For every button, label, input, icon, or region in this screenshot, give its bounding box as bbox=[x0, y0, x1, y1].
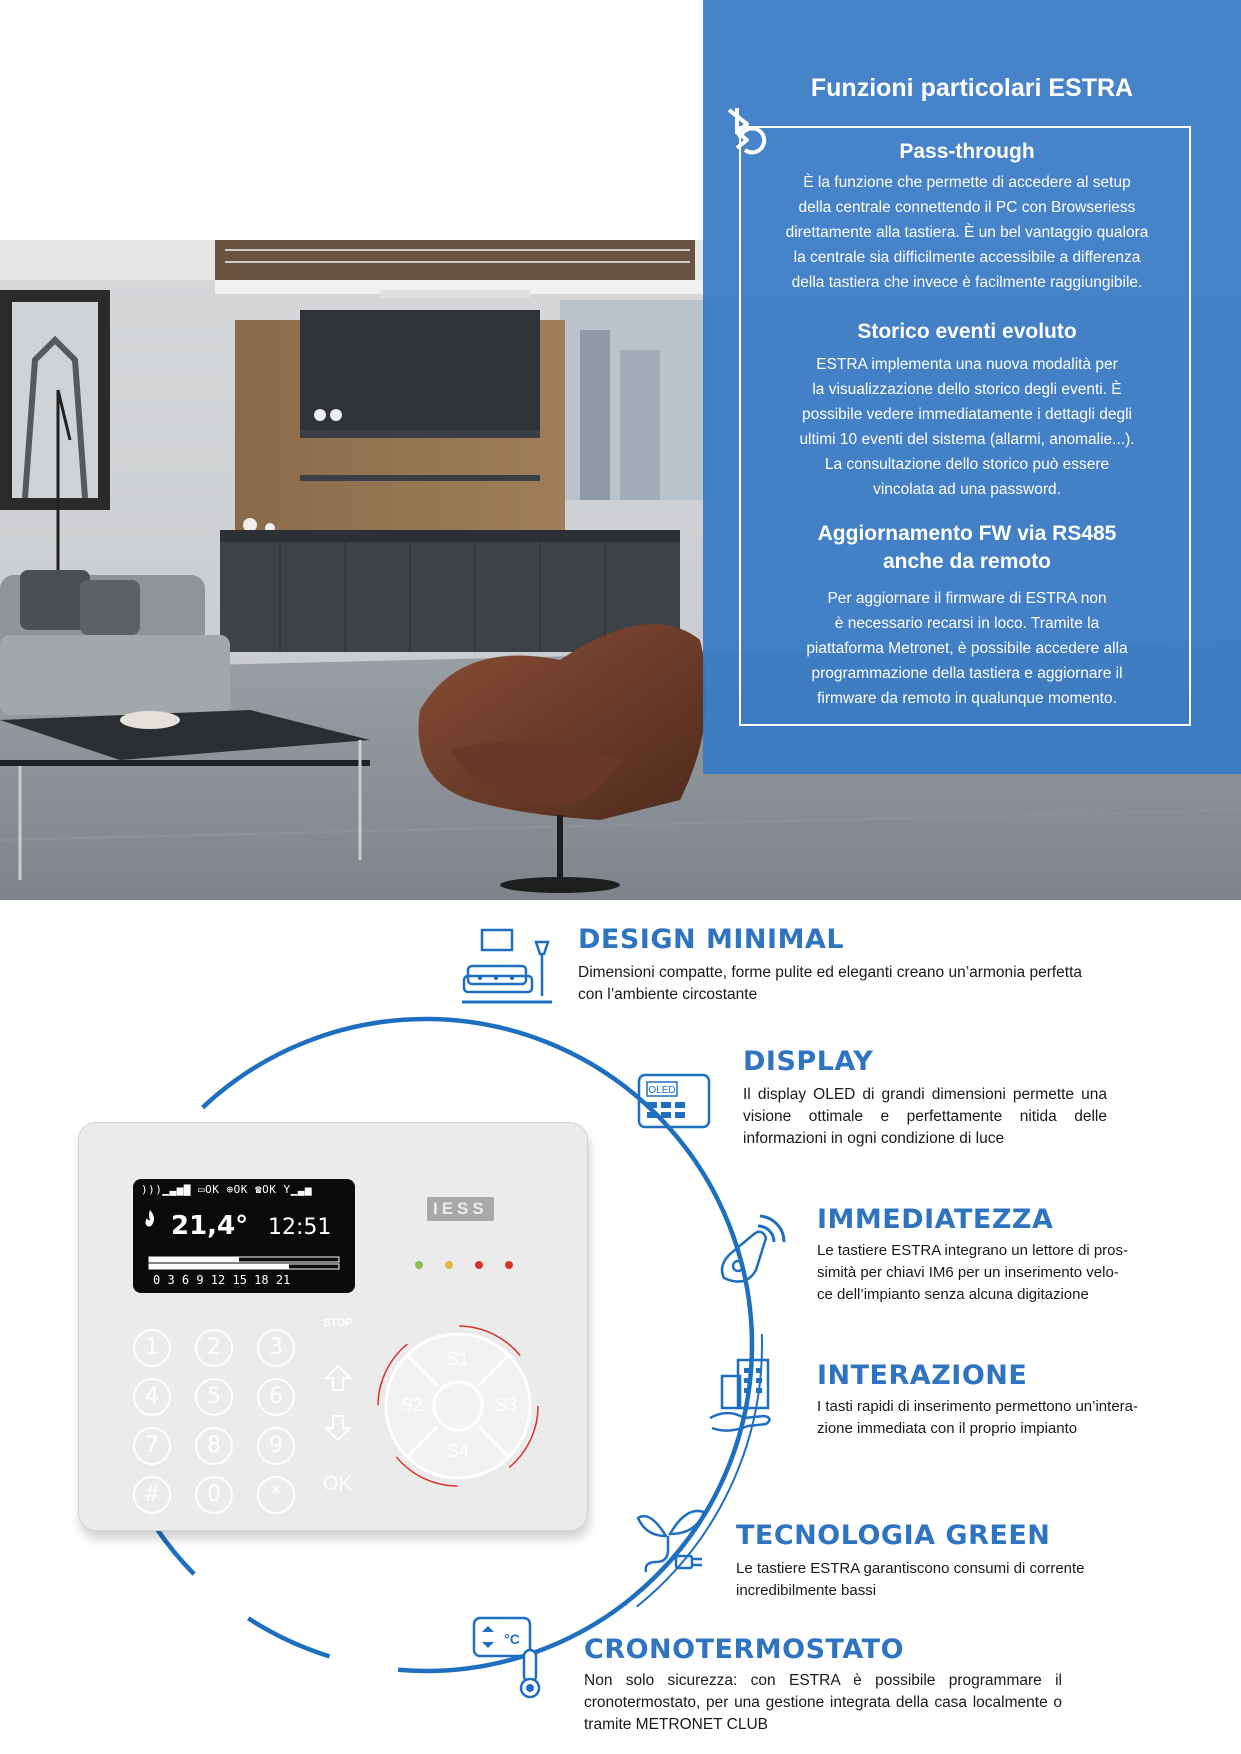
display-status-bar: )))▁▃▅▇ ▭OK ⊕OK ☎OK Y▁▃▅ bbox=[141, 1183, 312, 1196]
feature-text-design: Dimensioni compatte, forme pulite ed eleganti creano un’armonia perfetta con l’ambiente circostante bbox=[578, 964, 1083, 1003]
thermostat-icon bbox=[470, 1614, 554, 1700]
oled-icon-label: OLED bbox=[648, 1085, 676, 1096]
feature-title-immediatezza: IMMEDIATEZZA bbox=[817, 1204, 1054, 1235]
scenario-key-s3[interactable]: S3 bbox=[495, 1395, 518, 1415]
feature-text-interazione: I tasti rapidi di inserimento permettono un’intera- zione immediata con il proprio impianto bbox=[817, 1398, 1138, 1437]
flame-icon bbox=[143, 1209, 157, 1229]
plant-plug-icon bbox=[636, 1506, 712, 1576]
scenario-key-s2[interactable]: S2 bbox=[401, 1395, 424, 1415]
feature-text-immediatezza: Le tastiere ESTRA integrano un lettore di pros- simità per chiavi IM6 per un inserimento velo- ce dell’impianto senza alcuna digitazione bbox=[817, 1242, 1129, 1303]
scenario-key-s1[interactable]: S1 bbox=[447, 1349, 470, 1369]
key-5[interactable]: 5 bbox=[195, 1378, 233, 1416]
thermostat-icon-label: °C bbox=[504, 1631, 520, 1647]
key-3[interactable]: 3 bbox=[257, 1329, 295, 1367]
section-body-storico: ESTRA implementa una nuova modalità per la visualizzazione dello storico degli eventi. È possibile vedere immediatamente i dettagli degli ultimi 10 eventi del sistema (allarmi, anomalie...). La consultazione dello storico può essere vincolata ad una password. bbox=[799, 356, 1135, 498]
display-time: 12:51 bbox=[268, 1215, 332, 1240]
building-hand-icon bbox=[708, 1358, 790, 1438]
living-room-icon bbox=[462, 926, 556, 1012]
stop-key[interactable]: STOP bbox=[323, 1317, 353, 1329]
key-hash[interactable]: # bbox=[133, 1476, 171, 1514]
status-leds bbox=[409, 1257, 529, 1273]
key-6[interactable]: 6 bbox=[257, 1378, 295, 1416]
feature-text-cronotermostato: Non solo sicurezza: con ESTRA è possibile programmare il cronotermostato, per una gestione integrata della casa localmente o tramite METRONET CLUB bbox=[584, 1672, 1062, 1733]
brand-logo: IESS bbox=[427, 1197, 494, 1221]
key-star[interactable]: * bbox=[257, 1476, 295, 1514]
feature-title-interazione: INTERAZIONE bbox=[817, 1360, 1028, 1391]
key-8[interactable]: 8 bbox=[195, 1427, 233, 1465]
key-4[interactable]: 4 bbox=[133, 1378, 171, 1416]
section-body-aggiornamento: Per aggiornare il firmware di ESTRA non è necessario recarsi in loco. Tramite la piattaforma Metronet, è possibile accedere alla programmazione della tastiera e aggiornare il firmware da remoto in qualunque momento. bbox=[806, 590, 1128, 707]
key-2[interactable]: 2 bbox=[195, 1329, 233, 1367]
display-temperature: 21,4° bbox=[171, 1211, 249, 1241]
arrow-up-icon[interactable] bbox=[323, 1363, 353, 1393]
section-title-storico: Storico eventi evoluto bbox=[857, 320, 1077, 343]
scenario-key-s4[interactable]: S4 bbox=[447, 1441, 470, 1461]
feature-title-design: DESIGN MINIMAL bbox=[578, 924, 845, 955]
key-1[interactable]: 1 bbox=[133, 1329, 171, 1367]
key-7[interactable]: 7 bbox=[133, 1427, 171, 1465]
key-0[interactable]: 0 bbox=[195, 1476, 233, 1514]
proximity-key-icon bbox=[716, 1208, 790, 1290]
display-hours-axis: 0 3 6 9 12 15 18 21 bbox=[153, 1273, 291, 1287]
oled-display-icon bbox=[636, 1072, 714, 1132]
section-title-aggiornamento: Aggiornamento FW via RS485 anche da remoto bbox=[817, 522, 1117, 573]
section-body-pass-through: È la funzione che permette di accedere al setup della centrale connettendo il PC con Browseriess direttamente alla tastiera. È un bel vantaggio qualora la centrale sia difficilmente accessibile a differenza della tastiera che invece è facilmente raggiungibile. bbox=[785, 174, 1149, 291]
ok-key[interactable]: OK bbox=[323, 1473, 352, 1495]
arrow-down-icon[interactable] bbox=[323, 1413, 353, 1443]
key-9[interactable]: 9 bbox=[257, 1427, 295, 1465]
feature-title-cronotermostato: CRONOTERMOSTATO bbox=[584, 1634, 905, 1665]
feature-text-display: Il display OLED di grandi dimensioni permette una visione ottimale e perfettamente nitida delle informazioni in ogni condizione di luce bbox=[743, 1086, 1107, 1147]
feature-title-display: DISPLAY bbox=[743, 1046, 874, 1077]
feature-title-green: TECNOLOGIA GREEN bbox=[736, 1520, 1051, 1551]
keypad-device bbox=[78, 1122, 588, 1531]
info-title: Funzioni particolari ESTRA bbox=[810, 74, 1134, 102]
feature-text-green: Le tastiere ESTRA garantiscono consumi di corrente incredibilmente bassi bbox=[736, 1560, 1085, 1599]
display-schedule-bar bbox=[145, 1255, 345, 1271]
oled-display bbox=[133, 1179, 355, 1293]
section-title-pass-through: Pass-through bbox=[899, 140, 1035, 163]
